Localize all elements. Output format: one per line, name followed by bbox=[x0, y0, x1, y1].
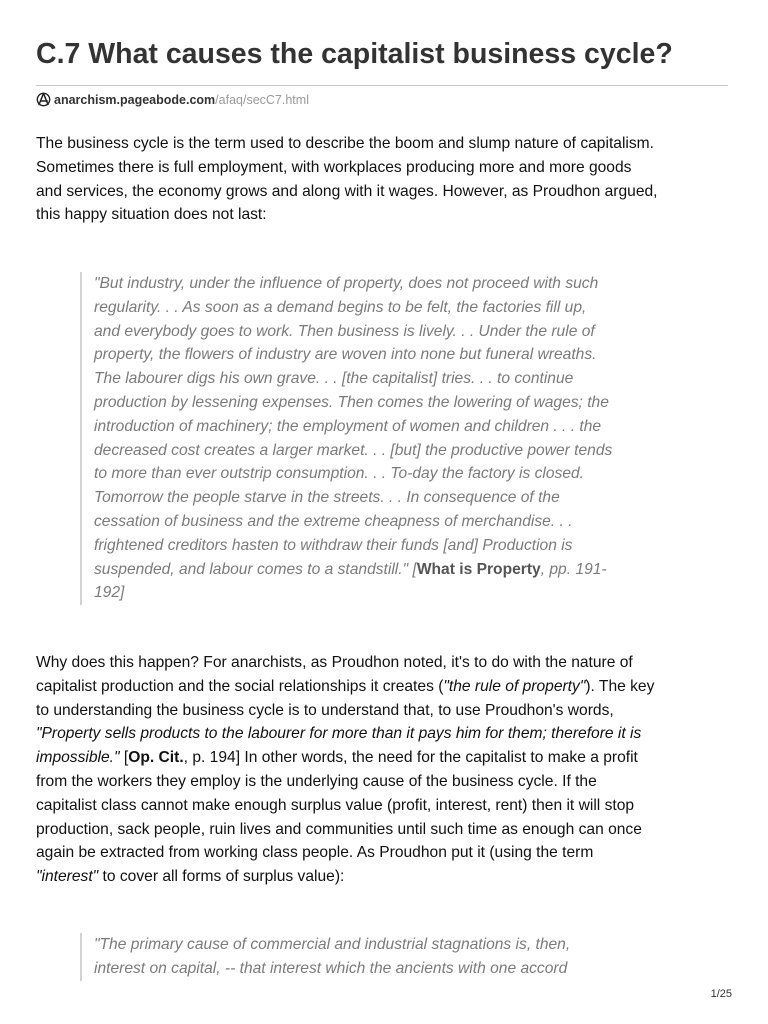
blockquote-proudhon-1 bbox=[80, 272, 714, 605]
quote-text: suspended, and labour comes to a standstill." [ bbox=[94, 560, 417, 578]
quote-line: The labourer digs his own grave. . . [the capitalist] tries. . . to continue bbox=[94, 370, 574, 388]
citation-title: What is Property bbox=[416, 560, 541, 578]
text-line bbox=[36, 865, 728, 889]
quote-line: frightened creditors hasten to withdraw their funds [and] Production is bbox=[94, 536, 573, 554]
text-span: ). The key bbox=[585, 677, 655, 695]
text-line: this happy situation does not last: bbox=[36, 206, 267, 224]
quote-line: "But industry, under the influence of property, does not proceed with such bbox=[94, 275, 599, 292]
text-line: Why does this happen? For anarchists, as Proudhon noted, it's to do with the nature of bbox=[36, 654, 633, 671]
text-span: to cover all forms of surplus value): bbox=[98, 868, 345, 886]
quote-line: decreased cost creates a larger market. . . [but] the productive power tends bbox=[94, 441, 613, 459]
anarchy-icon bbox=[36, 92, 51, 107]
quote-line: regularity. . . As soon as a demand begins to be felt, the factories fill up, bbox=[94, 298, 587, 316]
page-title: C.7 What causes the capitalist business cycle? bbox=[36, 38, 673, 70]
text-line: to understanding the business cycle is to understand that, to use Proudhon's words, bbox=[36, 701, 614, 719]
text-line: The business cycle is the term used to describe the boom and slump nature of capitalism. bbox=[36, 135, 654, 152]
body-paragraph bbox=[36, 651, 728, 889]
source-path[interactable]: /afaq/secC7.html bbox=[215, 92, 309, 107]
quote-line: introduction of machinery; the employment of women and children . . . the bbox=[94, 417, 602, 435]
quote-line: cessation of business and the extreme cheapness of merchandise. . . bbox=[94, 512, 573, 530]
blockquote-proudhon-2 bbox=[80, 933, 714, 981]
text-line: production, sack people, ruin lives and communities until such time as enough can once bbox=[36, 820, 642, 838]
quote-line: Tomorrow the people starve in the streets. . . In consequence of the bbox=[94, 489, 560, 507]
quote-line: and everybody goes to work. Then business is lively. . . Under the rule of bbox=[94, 322, 595, 340]
text-line: capitalist class cannot make enough surplus value (profit, interest, rent) then it will stop bbox=[36, 796, 635, 814]
source-host[interactable]: anarchism.pageabode.com bbox=[54, 92, 216, 107]
quote-text: , pp. 191- bbox=[540, 560, 607, 578]
title-divider bbox=[36, 85, 728, 86]
text-span: , p. 194] In other words, the need for the capitalist to make a profit bbox=[183, 749, 638, 767]
quote-line: interest on capital, -- that interest which the ancients with one accord bbox=[94, 959, 568, 977]
source-link[interactable] bbox=[36, 92, 309, 107]
text-line: Sometimes there is full employment, with workplaces producing more and more goods bbox=[36, 158, 632, 176]
text-span: capitalist production and the social relationships it creates ( bbox=[36, 677, 444, 695]
quote-line bbox=[94, 558, 714, 582]
text-line bbox=[36, 675, 728, 699]
quote-line: 192] bbox=[94, 584, 125, 602]
citation-title: Op. Cit. bbox=[128, 749, 184, 767]
text-span: [ bbox=[119, 749, 129, 767]
quote-line: to more than ever outstrip consumption. . . To-day the factory is closed. bbox=[94, 465, 584, 483]
italic-text: impossible." bbox=[36, 749, 120, 767]
italic-text: "Property sells products to the labourer for more than it pays him for them; therefore it is bbox=[36, 725, 642, 743]
text-line bbox=[36, 722, 728, 746]
italic-text: "interest" bbox=[36, 868, 99, 886]
quote-line: "The primary cause of commercial and industrial stagnations is, then, bbox=[94, 936, 571, 953]
quote-line: production by lessening expenses. Then comes the lowering of wages; the bbox=[94, 393, 609, 411]
text-line: from the workers they employ is the underlying cause of the business cycle. If the bbox=[36, 772, 597, 790]
page-number: 1/25 bbox=[710, 988, 732, 1000]
text-line: again be extracted from working class people. As Proudhon put it (using the term bbox=[36, 844, 594, 862]
italic-text: "the rule of property" bbox=[443, 677, 586, 695]
quote-line: property, the flowers of industry are woven into none but funeral wreaths. bbox=[94, 346, 597, 364]
text-line: and services, the economy grows and along with it wages. However, as Proudhon argued, bbox=[36, 182, 658, 200]
text-line bbox=[36, 746, 728, 770]
intro-paragraph bbox=[36, 132, 728, 227]
